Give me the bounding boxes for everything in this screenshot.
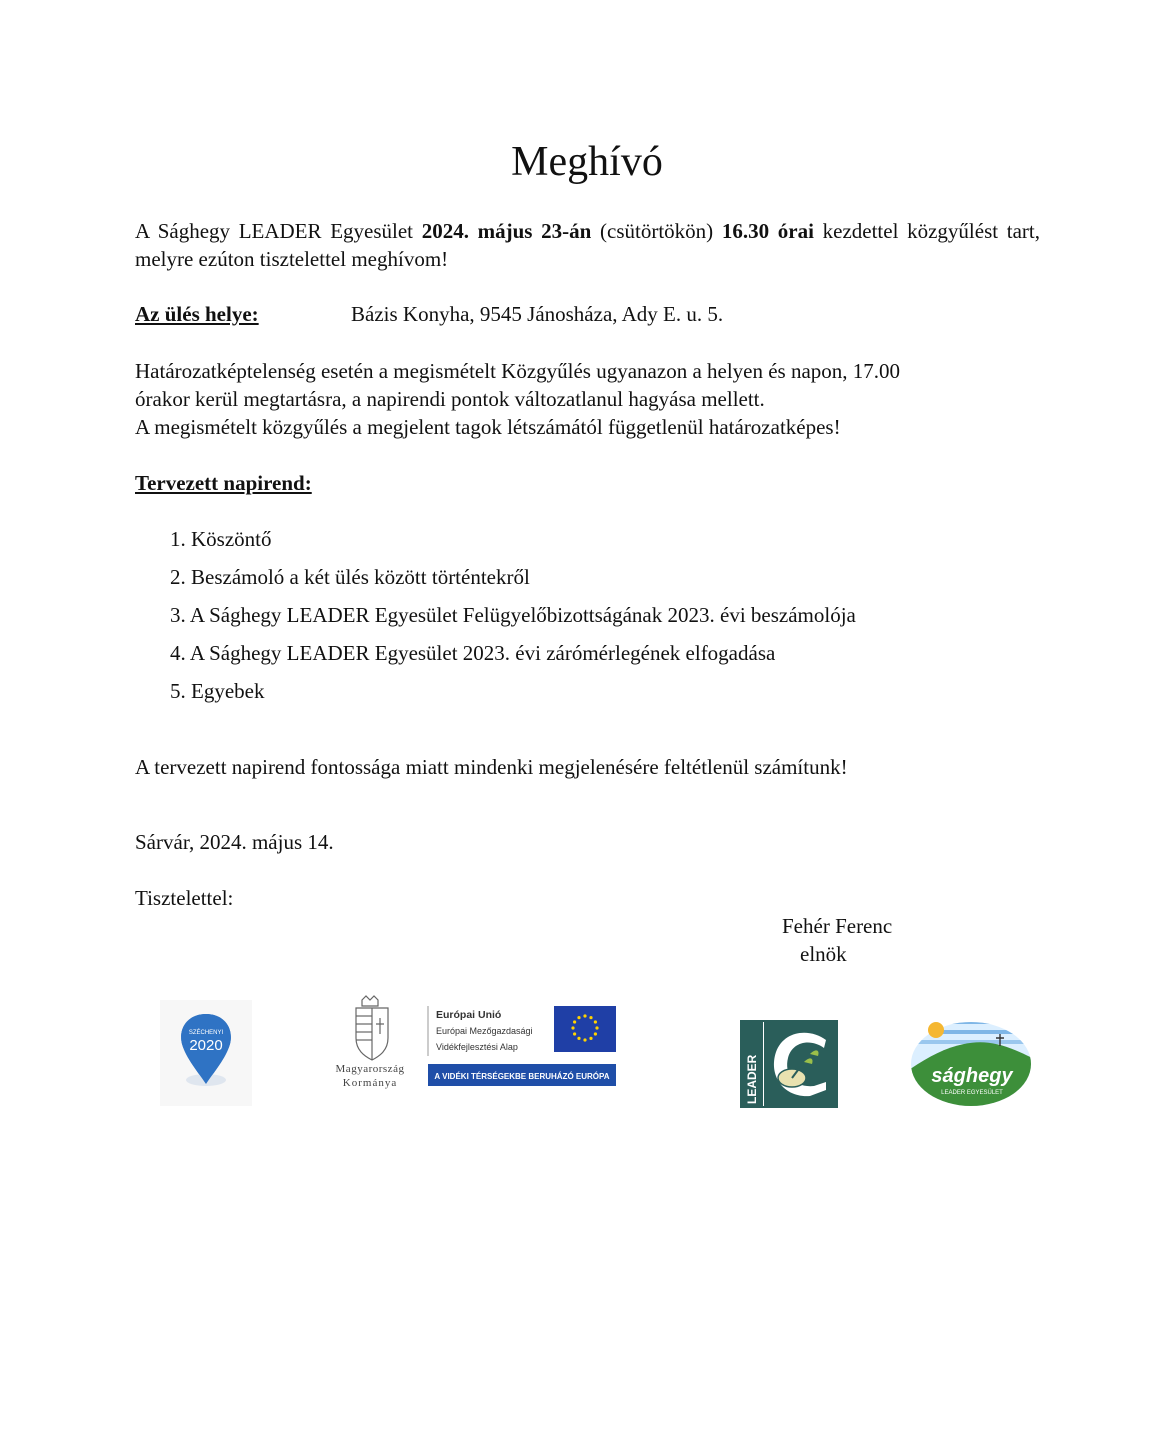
svg-text:Vidékfejlesztési Alap: Vidékfejlesztési Alap [436,1042,518,1052]
svg-text:Kormánya: Kormánya [342,1077,398,1089]
intro-text-3: kezdettel közgyűlést tart, melyre ezúton tisztelettel meghívom! [135,219,1040,271]
meeting-date: 2024. május 23-án [421,219,592,243]
agenda-heading: Tervezett napirend: [135,471,312,495]
intro-text-2: (csütörtökön) [591,219,722,243]
agenda-list [170,525,856,715]
svg-text:LEADER: LEADER [745,1054,759,1104]
quorum-line-2: órakor kerül megtartásra, a napirendi pontok változatlanul hagyása mellett. [135,387,765,411]
meeting-time: 16.30 órai [721,219,814,243]
agenda-item: 3. A Sághegy LEADER Egyesület Felügyelőbizottságának 2023. évi beszámolója [170,603,856,627]
quorum-line-3: A megismételt közgyűlés a megjelent tagok létszámától függetlenül határozatképes! [135,415,841,439]
importance-text: A tervezett napirend fontossága miatt mindenki megjelenésére feltétlenül számítunk! [135,755,848,779]
intro-paragraph [135,217,1040,273]
agenda-item: 1. Köszöntő [170,527,272,551]
szechenyi-2020-logo [160,1000,252,1106]
place-label: Az ülés helye: [135,302,259,326]
saghegy-logo [906,1012,1036,1108]
svg-text:LEADER EGYESÜLET: LEADER EGYESÜLET [941,1090,1003,1096]
agenda-item: 5. Egyebek [170,679,265,703]
signatory-role: elnök [800,942,847,966]
svg-text:sághegy: sághegy [931,1065,1013,1087]
eu-flag-icon [554,1006,616,1052]
coat-of-arms-icon [356,996,388,1060]
agenda-item: 4. A Sághegy LEADER Egyesület 2023. évi zárómérlegének elfogadása [170,641,776,665]
svg-text:Európai Unió: Európai Unió [436,1009,502,1021]
svg-text:Magyarország: Magyarország [335,1063,405,1075]
hungarian-government-logo [320,994,424,1090]
eu-fund-logo [426,1004,618,1088]
date-place: Sárvár, 2024. május 14. [135,830,334,854]
page-title: Meghívó [511,139,663,185]
agenda-item: 2. Beszámoló a két ülés között történtekről [170,565,530,589]
closing-text: Tisztelettel: [135,886,234,910]
place-value: Bázis Konyha, 9545 Jánosháza, Ady E. u. 5. [351,302,724,326]
quorum-line-1: Határozatképtelenség esetén a megismételt Közgyűlés ugyanazon a helyen és napon, 17.00 [135,359,901,383]
svg-text:Európai Mezőgazdasági: Európai Mezőgazdasági [436,1026,533,1036]
svg-text:A VIDÉKI TÉRSÉGEKBE BERUHÁZÓ E: A VIDÉKI TÉRSÉGEKBE BERUHÁZÓ EURÓPA [434,1072,610,1081]
svg-text:SZÉCHENYI: SZÉCHENYI [188,1030,224,1036]
svg-text:2020: 2020 [189,1037,223,1054]
leader-logo [740,1020,838,1108]
intro-text-1: A Sághegy LEADER Egyesület [135,219,422,243]
signatory-name: Fehér Ferenc [782,914,893,938]
sun-icon [928,1022,944,1038]
quorum-paragraph [135,357,1040,441]
